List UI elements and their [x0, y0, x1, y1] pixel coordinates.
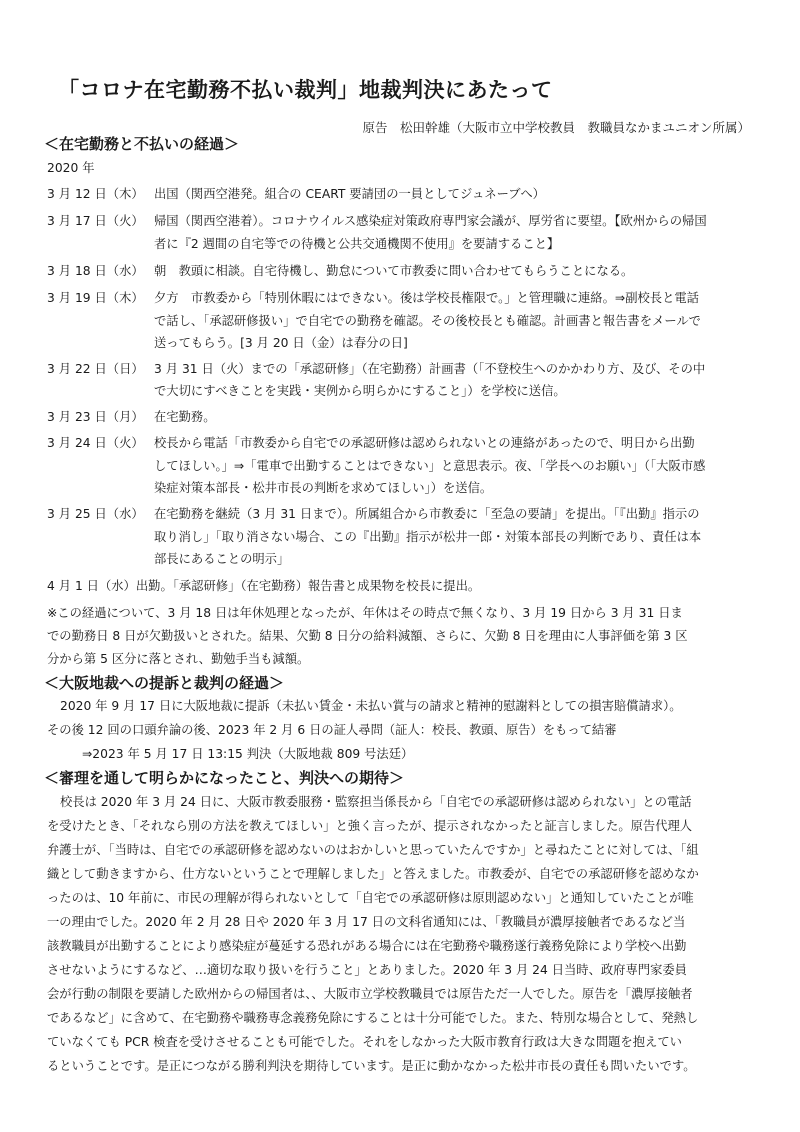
- entry-text: 出国（関西空港発。組合の CEART 要請団の一員としてジュネーブへ）: [154, 187, 545, 201]
- entry-text: 帰国（関西空港着）。コロナウイルス感染症対策政府専門家会議が、厚労省に要望。【欧州からの帰国: [154, 214, 707, 228]
- entry-text: 取り消し」「取り消さない場合、この『出勤』指示が松井一郎・対策本部長の判断であり、責任は本: [154, 530, 702, 544]
- entry-text: で話し、「承認研修扱い」で自宅での勤務を確認。その後校長とも確認。計画書と報告書をメールで: [154, 314, 701, 328]
- entry-text: 部長にあることの明示」: [154, 552, 290, 566]
- note-line: での勤務日 8 日が欠勤扱いとされた。結果、欠勤 8 日分の給料減額、さらに、欠勤 8 日を理由に人事評価を第 3 区: [47, 629, 688, 643]
- entry-date: 3 月 22 日（日）: [47, 362, 144, 376]
- note-line: 分から第 5 区分に落とされ、勤勉手当も減額。: [47, 652, 310, 666]
- author-line: 原告 松田幹雄（大阪市立中学校教員 教職員なかまユニオン所属）: [362, 120, 750, 135]
- findings-line: ったのは、10 年前に、市民の理解が得られないとして「自宅での承認研修は原則認めない」と通知していたことが唯: [47, 891, 694, 905]
- section-heading-findings: ＜審理を通して明らかになったこと、判決への期待＞: [44, 769, 405, 787]
- entry-text: 者に『2 週間の自宅等での待機と公共交通機関不使用』を要請すること】: [154, 237, 560, 251]
- section-heading-timeline: ＜在宅勤務と不払いの経過＞: [44, 135, 240, 153]
- entry-text: 校長から電話「市教委から自宅での承認研修は認められないとの連絡があったので、明日から出勤: [154, 436, 695, 450]
- verdict-line: ⇒2023 年 5 月 17 日 13:15 判決（大阪地裁 809 号法廷）: [82, 747, 414, 761]
- entry-text: で大切にすべきことを実践・実例から明らかにすること」）を学校に送信。: [154, 384, 566, 398]
- findings-line: であるなど」に含めて、在宅勤務や職務専念義務免除にすることは十分可能でした。また、特別な場合として、発熱し: [47, 1011, 699, 1025]
- entry-text: 3 月 31 日（火）までの「承認研修」（在宅勤務）計画書（「不登校生へのかかわり方、及び、その中: [154, 362, 706, 376]
- findings-line: るということです。是正につながる勝利判決を期待しています。是正に動かなかった松井市長の責任も問いたいです。: [47, 1059, 696, 1073]
- entry-date: 3 月 17 日（火）: [47, 214, 144, 228]
- entry-date: 3 月 12 日（木）: [47, 187, 144, 201]
- entry-text: 在宅勤務を継続（3 月 31 日まで）。所属組合から市教委に「至急の要請」を提出。「『出勤』指示の: [154, 507, 700, 521]
- findings-line: させないようにするなど、…適切な取り扱いを行うこと」とありました。2020 年 3 月 24 日当時、政府専門家委員: [47, 963, 687, 977]
- findings-line: 校長は 2020 年 3 月 24 日に、大阪市教委服務・監察担当係長から「自宅での承認研修は認められない」との電話: [60, 795, 692, 809]
- entry-text: 朝 教頭に相談。自宅待機し、勤怠について市教委に問い合わせてもらうことになる。: [154, 264, 634, 278]
- page-title: 「コロナ在宅勤務不払い裁判」地裁判決にあたって: [58, 78, 553, 102]
- findings-line: 該教職員が出勤することにより感染症が蔓延する恐れがある場合には在宅勤務や職務遂行義務免除により学校へ出勤: [47, 939, 687, 953]
- lawsuit-line: その後 12 回の口頭弁論の後、2023 年 2 月 6 日の証人尋問（証人：校長、教頭、原告）をもって結審: [47, 723, 617, 737]
- entry-text: 染症対策本部長・松井市長の判断を求めてほしい」）を送信。: [154, 481, 493, 495]
- year-label: 2020 年: [47, 161, 95, 175]
- note-line: ※この経過について、3 月 18 日は年休処理となったが、年休はその時点で無くなり、3 月 19 日から 3 月 31 日ま: [47, 606, 683, 620]
- entry-date: 3 月 18 日（水）: [47, 264, 144, 278]
- entry-text: してほしい。」⇒「電車で出勤することはできない」と意思表示。夜、「学長へのお願い」（「大阪市感: [154, 459, 706, 473]
- entry-date: 3 月 19 日（木）: [47, 291, 144, 305]
- findings-line: ていなくても PCR 検査を受けさせることも可能でした。それをしなかった大阪市教育行政は大きな問題を抱えてい: [47, 1035, 682, 1049]
- entry-april: 4 月 1 日（水）出勤。「承認研修」（在宅勤務）報告書と成果物を校長に提出。: [47, 579, 481, 593]
- findings-line: 弁護士が、「当時は、自宅での承認研修を認めないのはおかしいと思っていたんですか」と尋ねたことに対しては、「組: [47, 843, 699, 857]
- entry-text: 在宅勤務。: [154, 410, 216, 424]
- findings-line: 一の理由でした。2020 年 2 月 28 日や 2020 年 3 月 17 日の文科省通知には、「教職員が濃厚接触者であるなど当: [47, 915, 686, 929]
- findings-line: 織として動きますから、仕方ないということで理解しました」と答えました。市教委が、自宅での承認研修を認めなか: [47, 867, 699, 881]
- entry-date: 3 月 25 日（水）: [47, 507, 144, 521]
- findings-line: を受けたとき、「それなら別の方法を教えてほしい」と強く言ったが、提示されなかったと証言しました。原告代理人: [47, 819, 693, 833]
- entry-text: 送ってもらう。[3 月 20 日（金）は春分の日]: [154, 336, 408, 350]
- section-heading-lawsuit: ＜大阪地裁への提訴と裁判の経過＞: [44, 674, 285, 692]
- entry-date: 3 月 24 日（火）: [47, 436, 144, 450]
- lawsuit-line: 2020 年 9 月 17 日に大阪地裁に提訴（未払い賃金・未払い賞与の請求と精神的慰謝料としての損害賠償請求）。: [60, 699, 682, 713]
- entry-date: 3 月 23 日（月）: [47, 410, 144, 424]
- findings-line: 会が行動の制限を要請した欧州からの帰国者は、、大阪市立学校教職員では原告ただ一人でした。原告を「濃厚接触者: [47, 987, 693, 1001]
- entry-text: 夕方 市教委から「特別休暇にはできない。後は学校長権限で。」と管理職に連絡。⇒副校長と電話: [154, 291, 699, 305]
